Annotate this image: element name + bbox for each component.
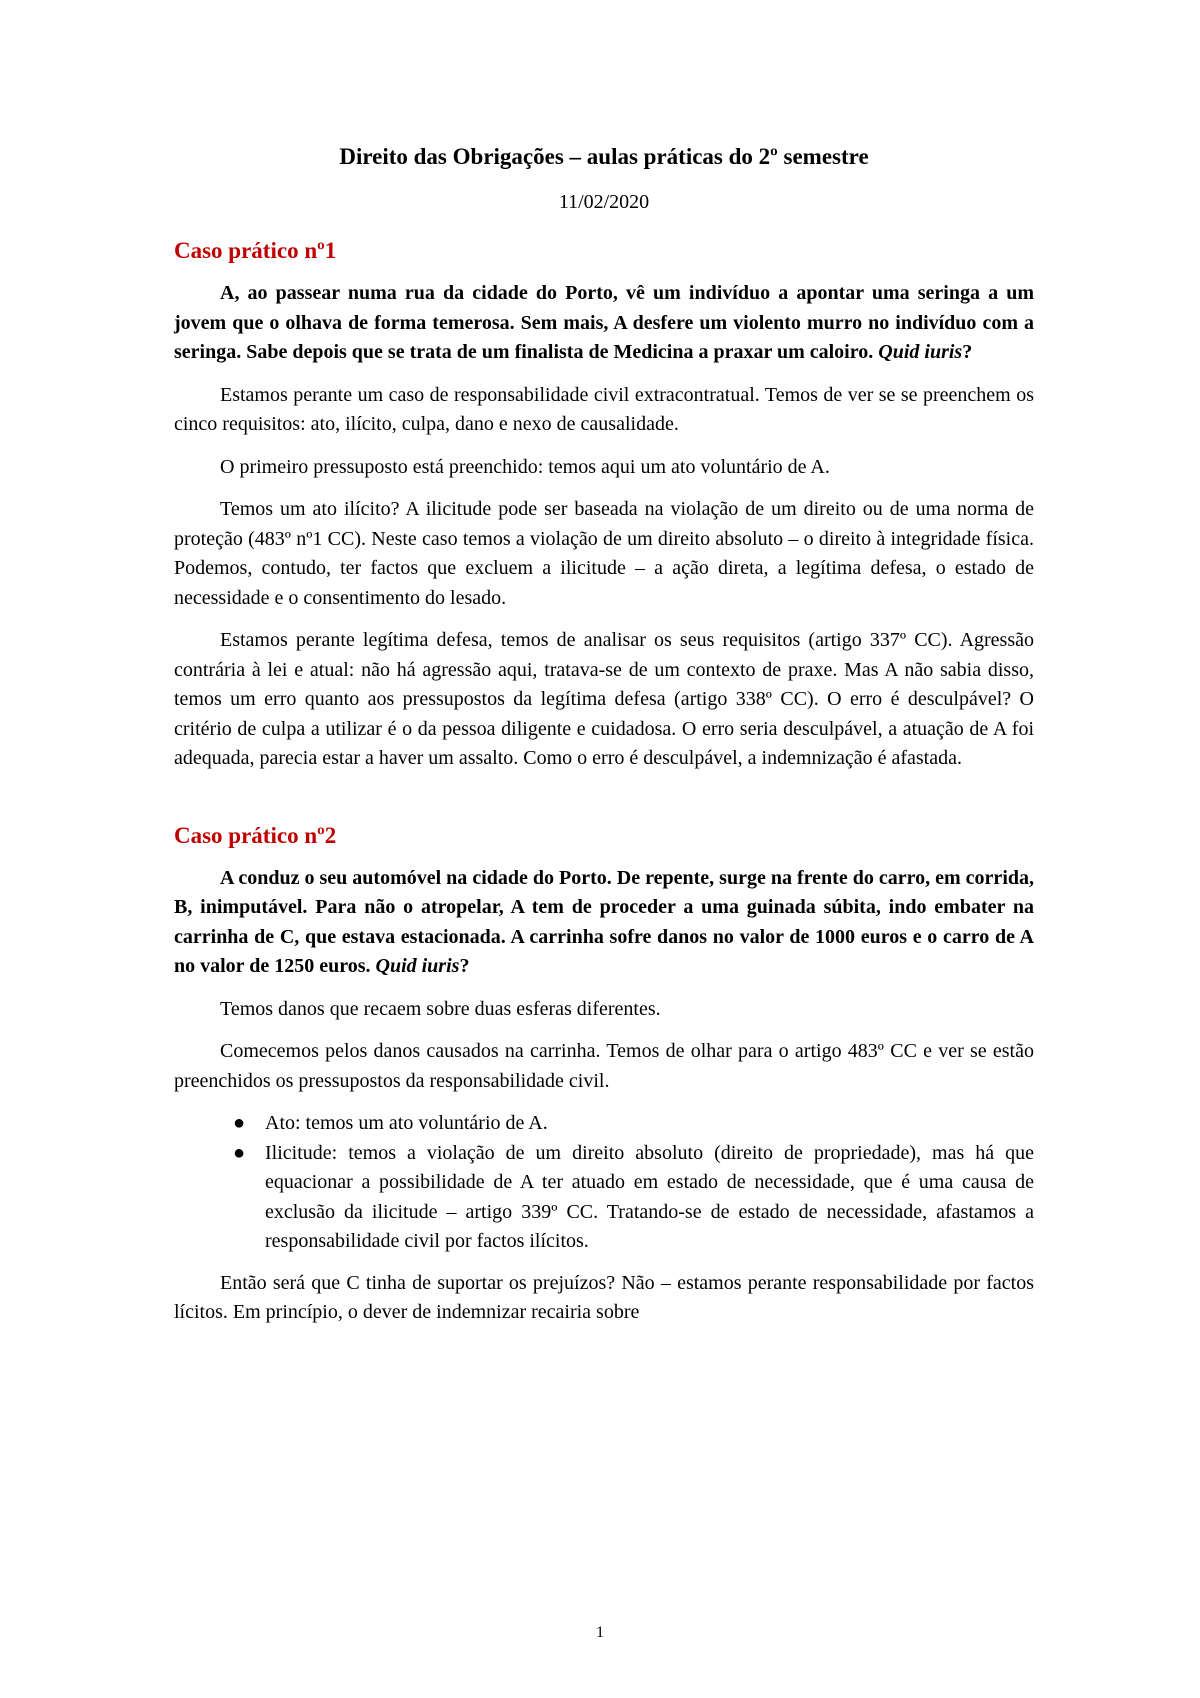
case-1-statement bbox=[174, 279, 1034, 368]
case-1-paragraph: O primeiro pressuposto está preenchido: temos aqui um ato voluntário de A. bbox=[220, 455, 830, 478]
case-2-statement-italic: Quid iuris bbox=[375, 955, 460, 977]
case-1-statement-italic: Quid iuris bbox=[878, 341, 963, 363]
case-2-paragraph: Comecemos pelos danos causados na carrinha. Temos de olhar para o artigo 483º CC e ver se estão preenchidos os pressupostos da responsabilidade civil. bbox=[174, 1040, 1034, 1092]
bullet-dot-icon: ● bbox=[233, 1141, 246, 1164]
case-1-paragraph: Estamos perante um caso de responsabilidade civil extracontratual. Temos de ver se se preenchem os cinco requisitos: ato, ilícito, culpa, dano e nexo de causalidade. bbox=[174, 383, 1034, 435]
case-1-statement-end: ? bbox=[962, 341, 973, 363]
requirements-list bbox=[174, 1109, 1034, 1257]
case-1-paragraph: Estamos perante legítima defesa, temos de analisar os seus requisitos (artigo 337º CC). Agressão contrária à lei e atual: não há agressão aqui, tratava-se de um contexto de praxe. Mas A não sabia disso, temos um erro quanto aos pressupostos da legítima defesa (artigo 338º CC). O erro é desculpável? O critério de culpa a utilizar é o da pessoa diligente e cuidadosa. O erro seria desculpável, a atuação de A foi adequada, parecia estar a haver um assalto. Como o erro é desculpável, a indemnização é afastada. bbox=[174, 629, 1034, 769]
case-2-statement-end: ? bbox=[459, 955, 470, 977]
case-1-paragraph: Temos um ato ilícito? A ilicitude pode ser baseada na violação de um direito ou de uma norma de proteção (483º nº1 CC). Neste caso temos a violação de um direito absoluto – o direito à integridade física. Podemos, contudo, ter factos que excluem a ilicitude – a ação direta, a legítima defesa, o estado de necessidade e o consentimento do lesado. bbox=[174, 498, 1034, 609]
bullet-dot-icon: ● bbox=[233, 1112, 246, 1134]
case-1-heading: Caso prático nº1 bbox=[174, 238, 337, 263]
case-2-heading: Caso prático nº2 bbox=[174, 822, 337, 848]
document-date: 11/02/2020 bbox=[558, 191, 650, 213]
case-2-closing-paragraph: Então será que C tinha de suportar os prejuízos? Não – estamos perante responsabilidade por factos lícitos. Em princípio, o dever de indemnizar recairia sobre bbox=[174, 1271, 1034, 1323]
list-item bbox=[233, 1139, 1034, 1257]
list-item bbox=[233, 1109, 1034, 1139]
case-2-statement bbox=[174, 864, 1034, 982]
page-number: 1 bbox=[596, 1624, 604, 1641]
case-2-statement-text: A conduz o seu automóvel na cidade do Porto. De repente, surge na frente do carro, em corrida, B, inimputável. Para não o atropelar, A tem de proceder a uma guinada súbita, indo embater na carrinha de C, que estava estacionada. A carrinha sofre danos no valor de 1000 euros e o carro de A no valor de 1250 euros. bbox=[174, 866, 1034, 977]
case-2-paragraph: Temos danos que recaem sobre duas esferas diferentes. bbox=[220, 997, 661, 1020]
list-item-text: Ato: temos um ato voluntário de A. bbox=[265, 1112, 548, 1134]
list-item-text: Ilicitude: temos a violação de um direito absoluto (direito de propriedade), mas há que equacionar a possibilidade de A ter atuado em estado de necessidade, que é uma causa de exclusão da ilicitude – artigo 339º CC. Tratando-se de estado de necessidade, afastamos a responsabilidade civil por factos ilícitos. bbox=[265, 1141, 1034, 1252]
case-1-statement-text: A, ao passear numa rua da cidade do Porto, vê um indivíduo a apontar uma seringa a um jovem que o olhava de forma temerosa. Sem mais, A desfere um violento murro no indivíduo com a seringa. Sabe depois que se trata de um finalista de Medicina a praxar um caloiro. bbox=[174, 282, 1034, 363]
document-title: Direito das Obrigações – aulas práticas do 2º semestre bbox=[339, 144, 869, 169]
